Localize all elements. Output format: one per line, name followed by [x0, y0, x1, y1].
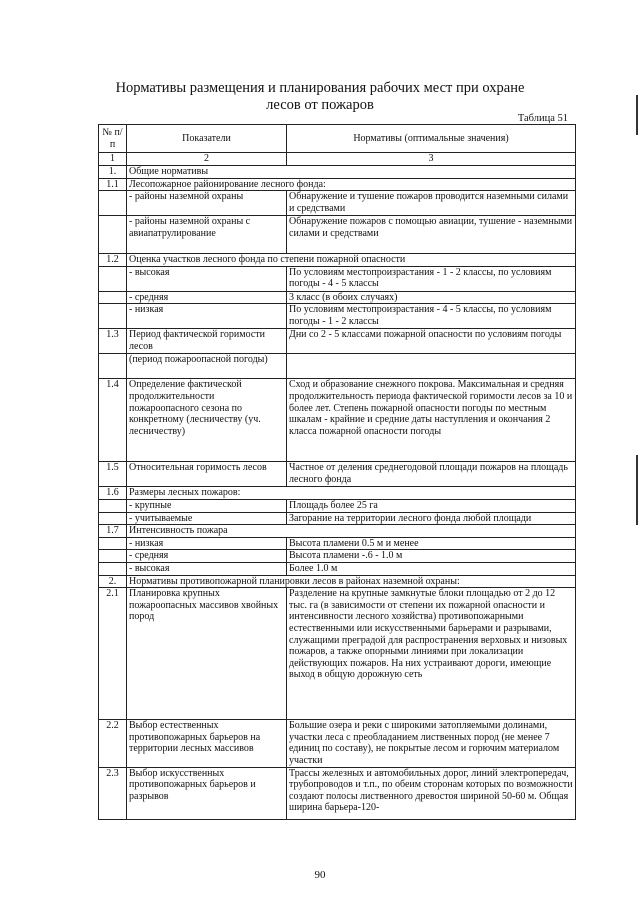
row-number: 2.	[99, 575, 127, 588]
index-cell: 2	[127, 153, 287, 166]
indicator-cell: - районы наземной охраны	[127, 191, 287, 216]
norm-cell: Сход и образование снежного покрова. Максимальная и средняя продолжительность периода фактической горимости лесов за 10 и более лет. Степень пожарной опасности погоды по местным шкалам - крайние и средние даты наступления и окончания 2 класса пожарной опасности погоды	[287, 379, 576, 462]
section-heading: Размеры лесных пожаров:	[127, 487, 576, 500]
table-row	[99, 499, 576, 512]
row-number	[99, 191, 127, 216]
norm-cell: Высота пламени -.6 - 1.0 м	[287, 550, 576, 563]
title-line-2: лесов от пожаров	[266, 97, 374, 113]
row-number	[99, 266, 127, 291]
table-row	[99, 537, 576, 550]
row-number: 1.	[99, 166, 127, 179]
norm-cell: Загорание на территории лесного фонда любой площади	[287, 512, 576, 525]
table-index-row	[99, 153, 576, 166]
table-row	[99, 767, 576, 819]
table-row	[99, 379, 576, 462]
table-row	[99, 487, 576, 500]
table-row	[99, 191, 576, 216]
table-row	[99, 329, 576, 354]
norm-cell: По условиям местопроизрастания - 1 - 2 классы, по условиям погоды - 4 - 5 классы	[287, 266, 576, 291]
table-row	[99, 166, 576, 179]
section-heading: Лесопожарное районирование лесного фонда:	[127, 178, 576, 191]
table-row	[99, 178, 576, 191]
table-row	[99, 216, 576, 254]
section-heading: Оценка участков лесного фонда по степени пожарной опасности	[127, 254, 576, 267]
norm-cell	[287, 354, 576, 379]
row-number: 2.3	[99, 767, 127, 819]
norm-cell: Дни со 2 - 5 классами пожарной опасности по условиям погоды	[287, 329, 576, 354]
table-row	[99, 575, 576, 588]
norm-cell: Разделение на крупные замкнутые блоки площадью от 2 до 12 тыс. га (в зависимости от степени их пожарной опасности и интенсивности лесного хозяйства) противопожарными естественными или искусственными барьерами и разрывами, служащими преградой для распространения верховых и низовых пожаров, а также опорными линиями при локализации действующих пожаров. На них устраивают дороги, имеющие выход в общую дорожную сеть	[287, 588, 576, 720]
table-row	[99, 525, 576, 538]
header-indicator: Показатели	[127, 125, 287, 153]
indicator-cell: - крупные	[127, 499, 287, 512]
title-line-1: Нормативы размещения и планирования рабочих мест при охране	[115, 80, 525, 96]
indicator-cell: - низкая	[127, 304, 287, 329]
row-number	[99, 304, 127, 329]
document-title	[100, 80, 540, 114]
row-number	[99, 354, 127, 379]
row-number: 1.3	[99, 329, 127, 354]
scan-margin-mark	[636, 455, 638, 525]
indicator-cell: Выбор естественных противопожарных барьеров на территории лесных массивов	[127, 720, 287, 767]
table-row	[99, 512, 576, 525]
table-header-row	[99, 125, 576, 153]
norm-cell: Площадь более 25 га	[287, 499, 576, 512]
row-number: 1.6	[99, 487, 127, 500]
section-heading: Интенсивность пожара	[127, 525, 576, 538]
indicator-cell: Выбор искусственных противопожарных барьеров и разрывов	[127, 767, 287, 819]
table-row	[99, 462, 576, 487]
indicator-cell: Планировка крупных пожароопасных массивов хвойных пород	[127, 588, 287, 720]
row-number	[99, 512, 127, 525]
norm-cell: Частное от деления среднегодовой площади пожаров на площадь лесного фонда	[287, 462, 576, 487]
index-cell: 1	[99, 153, 127, 166]
norm-cell: Большие озера и реки с широкими затопляемыми долинами, участки леса с преобладанием лиственных пород (не менее 7 единиц по составу), не покрытые лесом и горючим материалом участки	[287, 720, 576, 767]
row-number: 1.2	[99, 254, 127, 267]
row-number	[99, 291, 127, 304]
page-number: 90	[314, 869, 326, 881]
indicator-cell: - районы наземной охраны с авиапатрулирование	[127, 216, 287, 254]
norm-cell: По условиям местопроизрастания - 4 - 5 классы, по условиям погоды - 1 - 2 классы	[287, 304, 576, 329]
row-number: 1.5	[99, 462, 127, 487]
indicator-cell: Период фактической горимости лесов	[127, 329, 287, 354]
row-number: 1.1	[99, 178, 127, 191]
row-number	[99, 562, 127, 575]
indicator-cell: - низкая	[127, 537, 287, 550]
section-heading: Нормативы противопожарной планировки лесов в районах наземной охраны:	[127, 575, 576, 588]
table-row	[99, 562, 576, 575]
row-number: 2.2	[99, 720, 127, 767]
row-number: 1.7	[99, 525, 127, 538]
header-norms: Нормативы (оптимальные значения)	[287, 125, 576, 153]
norm-cell: Обнаружение и тушение пожаров проводится наземными силами и средствами	[287, 191, 576, 216]
indicator-cell: Относительная горимость лесов	[127, 462, 287, 487]
indicator-cell: (период пожароопасной погоды)	[127, 354, 287, 379]
table-row	[99, 354, 576, 379]
indicator-cell: Определение фактической продолжительности пожароопасного сезона по конкретному (лесничеству (уч. лесничеству)	[127, 379, 287, 462]
indicator-cell: - высокая	[127, 562, 287, 575]
indicator-cell: - средняя	[127, 291, 287, 304]
table-row	[99, 550, 576, 563]
norms-table-body	[99, 125, 576, 820]
row-number	[99, 216, 127, 254]
indicator-cell: - средняя	[127, 550, 287, 563]
norms-table	[98, 124, 576, 820]
section-heading: Общие нормативы	[127, 166, 576, 179]
norm-cell: Обнаружение пожаров с помощью авиации, тушение - наземными силами и средствами	[287, 216, 576, 254]
header-num: № п/п	[99, 125, 127, 153]
table-row	[99, 720, 576, 767]
norm-cell: Трассы железных и автомобильных дорог, линий электропередач, трубопроводов и т.п., по обеим сторонам которых по возможности создают полосы лиственного древостоя шириной 50-60 м. Общая ширина барьера-120-	[287, 767, 576, 819]
table-row	[99, 291, 576, 304]
index-cell: 3	[287, 153, 576, 166]
row-number: 2.1	[99, 588, 127, 720]
table-row	[99, 304, 576, 329]
row-number	[99, 550, 127, 563]
row-number	[99, 537, 127, 550]
table-label: Таблица 51	[517, 113, 568, 124]
table-row	[99, 254, 576, 267]
table-row	[99, 266, 576, 291]
norm-cell: Более 1.0 м	[287, 562, 576, 575]
indicator-cell: - высокая	[127, 266, 287, 291]
norm-cell: 3 класс (в обоих случаях)	[287, 291, 576, 304]
indicator-cell: - учитываемые	[127, 512, 287, 525]
row-number: 1.4	[99, 379, 127, 462]
scan-margin-mark	[636, 95, 638, 135]
norm-cell: Высота пламени 0.5 м и менее	[287, 537, 576, 550]
table-row	[99, 588, 576, 720]
row-number	[99, 499, 127, 512]
